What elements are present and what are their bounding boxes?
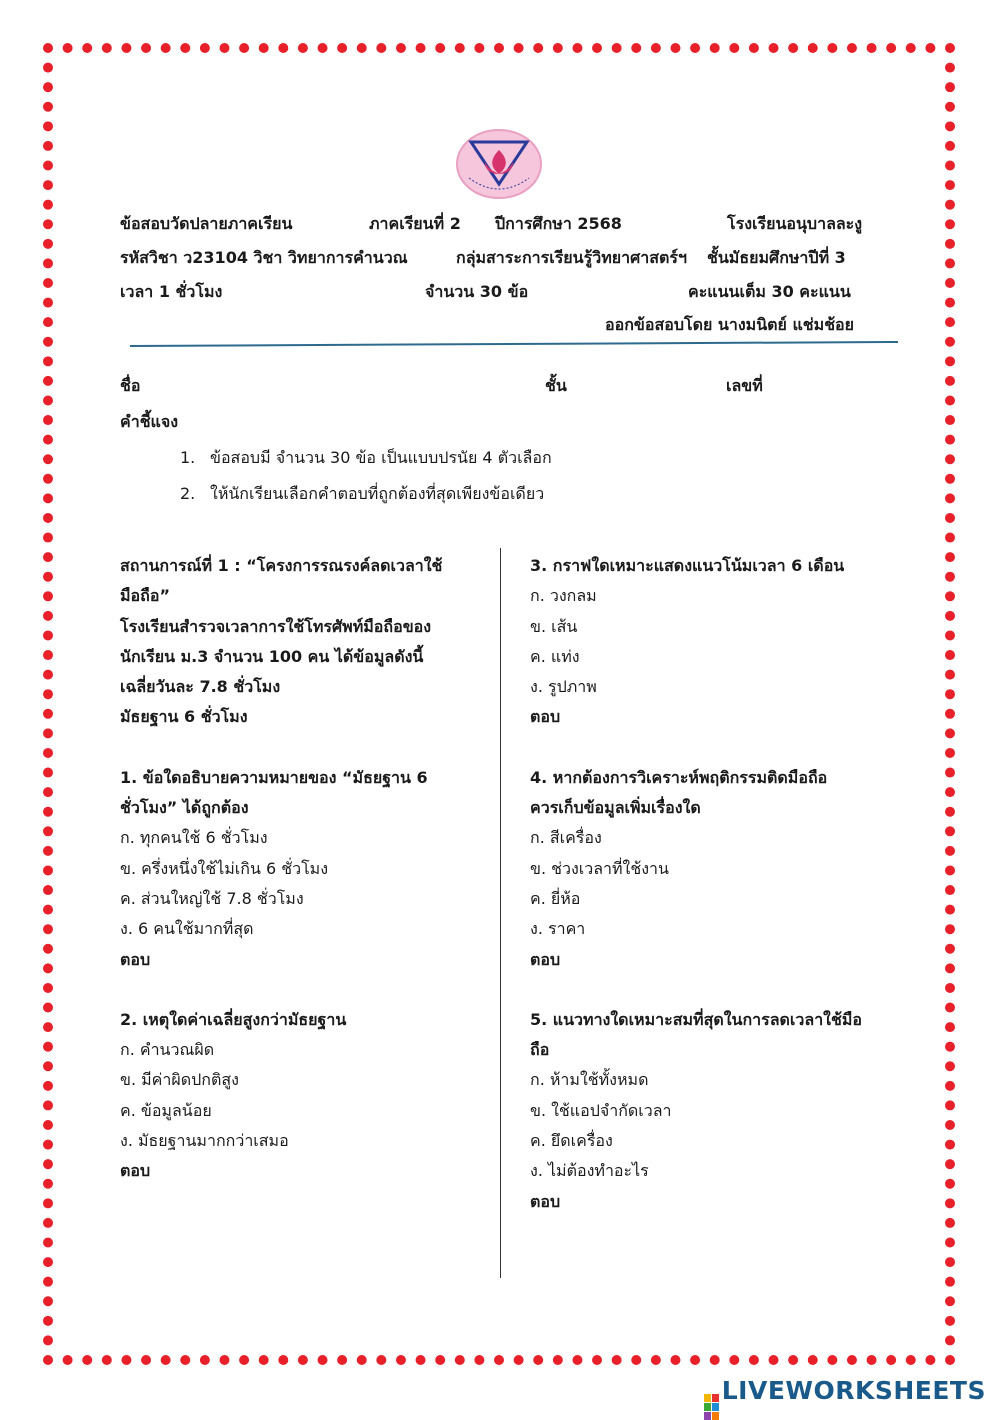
border-dot xyxy=(670,1355,680,1365)
border-dot xyxy=(259,43,269,53)
question-1 xyxy=(120,763,470,975)
left-column xyxy=(120,551,470,1187)
border-dot xyxy=(259,1355,269,1365)
border-dot xyxy=(945,650,955,660)
border-dot xyxy=(43,846,53,856)
column-divider xyxy=(500,548,501,1278)
border-dot xyxy=(612,1355,622,1365)
question-4 xyxy=(530,763,880,975)
semester: ภาคเรียนที่ 2 xyxy=(369,214,461,233)
border-dot xyxy=(337,1355,347,1365)
border-dot xyxy=(945,298,955,308)
border-dot xyxy=(63,1355,73,1365)
border-dot xyxy=(43,141,53,151)
border-dot xyxy=(396,43,406,53)
border-dot xyxy=(945,454,955,464)
border-dot xyxy=(43,395,53,405)
border-dot xyxy=(43,728,53,738)
border-dot xyxy=(945,1335,955,1345)
border-dot xyxy=(945,826,955,836)
academic-year: ปีการศึกษา 2568 xyxy=(495,214,622,233)
border-dot xyxy=(43,1218,53,1228)
choice[interactable]: ค. ส่วนใหญ่ใช้ 7.8 ชั่วโมง xyxy=(120,888,304,908)
border-dot xyxy=(867,43,877,53)
instruction-text: ข้อสอบมี จำนวน 30 ข้อ เป็นแบบปรนัย 4 ตัวเลือก xyxy=(210,448,552,467)
border-dot xyxy=(631,43,641,53)
border-dot xyxy=(141,1355,151,1365)
border-dot xyxy=(945,160,955,170)
border-dot xyxy=(494,43,504,53)
choice[interactable]: ค. ข้อมูลน้อย xyxy=(120,1100,212,1120)
choice[interactable]: ก. สีเครื่อง xyxy=(530,828,602,848)
border-dot xyxy=(592,1355,602,1365)
border-dot xyxy=(43,376,53,386)
border-dot xyxy=(318,43,328,53)
border-dot xyxy=(278,1355,288,1365)
name-label: ชื่อ xyxy=(120,376,141,395)
border-dot xyxy=(43,826,53,836)
school-name: โรงเรียนอนุบาลละงู xyxy=(727,214,863,233)
border-dot xyxy=(43,1061,53,1071)
border-dot xyxy=(945,591,955,601)
border-dot xyxy=(43,43,53,53)
border-dot xyxy=(43,1296,53,1306)
border-dot xyxy=(318,1355,328,1365)
question-5 xyxy=(530,1005,880,1217)
border-dot xyxy=(43,787,53,797)
scenario-line: สถานการณ์ที่ 1 : “โครงการรณรงค์ลดเวลาใช้ xyxy=(120,556,443,575)
border-dot xyxy=(43,180,53,190)
border-dot xyxy=(474,43,484,53)
border-dot xyxy=(945,963,955,973)
border-dot xyxy=(200,43,210,53)
border-dot xyxy=(808,43,818,53)
subject-group: กลุ่มสาระการเรียนรู้วิทยาศาสตร์ฯ xyxy=(456,248,687,267)
border-dot xyxy=(788,43,798,53)
border-dot xyxy=(867,1355,877,1365)
border-dot xyxy=(219,43,229,53)
border-dot xyxy=(43,356,53,366)
border-dot xyxy=(690,1355,700,1365)
border-dot xyxy=(945,572,955,582)
border-dot xyxy=(945,885,955,895)
answer-label: ตอบ xyxy=(530,1191,561,1211)
border-dot xyxy=(43,591,53,601)
answer-label: ตอบ xyxy=(120,949,151,969)
border-dot xyxy=(553,1355,563,1365)
instruction-number: 1. xyxy=(180,448,196,467)
border-dot xyxy=(925,43,935,53)
border-dot xyxy=(180,43,190,53)
border-dot xyxy=(43,1042,53,1052)
border-dot xyxy=(43,572,53,582)
border-dot xyxy=(533,43,543,53)
liveworksheets-logo xyxy=(704,1376,986,1420)
border-dot xyxy=(43,493,53,503)
border-dot xyxy=(43,337,53,347)
exam-type: ข้อสอบวัดปลายภาคเรียน xyxy=(120,214,293,233)
border-dot xyxy=(945,1003,955,1013)
border-dot xyxy=(474,1355,484,1365)
border-dot xyxy=(43,807,53,817)
border-dot xyxy=(945,395,955,405)
border-dot xyxy=(43,1257,53,1267)
border-dot xyxy=(455,1355,465,1365)
border-dot xyxy=(945,1100,955,1110)
border-dot xyxy=(43,474,53,484)
border-dot xyxy=(43,160,53,170)
question-text: 5. แนวทางใดเหมาะสมที่สุดในการลดเวลาใช้มือ xyxy=(530,1009,862,1029)
border-dot xyxy=(612,43,622,53)
choice[interactable]: ง. รูปภาพ xyxy=(530,677,597,697)
instruction-item xyxy=(180,482,544,507)
border-dot xyxy=(43,278,53,288)
border-dot xyxy=(43,200,53,210)
border-dot xyxy=(945,552,955,562)
choice[interactable]: ข. เส้น xyxy=(530,616,578,636)
choice[interactable]: ก. ห้ามใช้ทั้งหมด xyxy=(530,1070,649,1090)
border-dot xyxy=(945,376,955,386)
scenario-line: มัธยฐาน 6 ชั่วโมง xyxy=(120,707,248,727)
border-dot xyxy=(945,865,955,875)
border-dot xyxy=(670,43,680,53)
border-dot xyxy=(43,1277,53,1287)
answer-label: ตอบ xyxy=(530,949,561,969)
border-dot xyxy=(945,1120,955,1130)
border-dot xyxy=(200,1355,210,1365)
border-dot xyxy=(945,1081,955,1091)
border-dot xyxy=(769,43,779,53)
border-dot xyxy=(43,1120,53,1130)
border-dot xyxy=(572,43,582,53)
border-dot xyxy=(945,317,955,327)
border-dot xyxy=(43,82,53,92)
border-dot xyxy=(945,337,955,347)
border-dot xyxy=(514,43,524,53)
instruction-number: 2. xyxy=(180,484,196,503)
border-dot xyxy=(43,1179,53,1189)
border-dot xyxy=(945,689,955,699)
answer-label: ตอบ xyxy=(530,707,561,727)
question-text: 4. หากต้องการวิเคราะห์พฤติกรรมติดมือถือ xyxy=(530,767,828,787)
border-dot xyxy=(729,43,739,53)
choice[interactable]: ง. 6 คนใช้มากที่สุด xyxy=(120,919,254,939)
choice[interactable]: ข. ช่วงเวลาที่ใช้งาน xyxy=(530,858,669,878)
border-dot xyxy=(945,807,955,817)
border-dot xyxy=(43,944,53,954)
border-dot xyxy=(43,317,53,327)
border-dot xyxy=(102,43,112,53)
question-text: ถือ xyxy=(530,1040,550,1060)
border-dot xyxy=(945,1316,955,1326)
border-dot xyxy=(298,43,308,53)
choice[interactable]: ง. มัธยฐานมากกว่าเสมอ xyxy=(120,1131,289,1151)
border-dot xyxy=(82,1355,92,1365)
border-dot xyxy=(180,1355,190,1365)
question-text: ชั่วโมง” ได้ถูกต้อง xyxy=(120,798,249,818)
border-dot xyxy=(533,1355,543,1365)
border-dot xyxy=(455,43,465,53)
border-dot xyxy=(945,356,955,366)
border-dot xyxy=(827,43,837,53)
border-dot xyxy=(357,43,367,53)
border-dot xyxy=(945,63,955,73)
border-dot xyxy=(945,278,955,288)
border-dot xyxy=(43,1316,53,1326)
choice[interactable]: ก. ทุกคนใช้ 6 ชั่วโมง xyxy=(120,828,268,848)
border-dot xyxy=(945,435,955,445)
choice[interactable]: ค. ยี่ห้อ xyxy=(530,888,581,908)
border-dot xyxy=(43,885,53,895)
border-dot xyxy=(945,43,955,53)
full-score: คะแนนเต็ม 30 คะแนน xyxy=(688,282,851,301)
border-dot xyxy=(651,1355,661,1365)
choice[interactable]: ก. คำนวณผิด xyxy=(120,1040,215,1060)
border-dot xyxy=(945,180,955,190)
instruction-item xyxy=(180,446,552,471)
choice[interactable]: ง. ราคา xyxy=(530,919,586,939)
question-text: ควรเก็บข้อมูลเพิ่มเรื่องใด xyxy=(530,798,701,818)
border-dot xyxy=(43,748,53,758)
border-dot xyxy=(945,983,955,993)
border-dot xyxy=(161,1355,171,1365)
border-dot xyxy=(376,1355,386,1365)
liveworksheets-text: LIVEWORKSHEETS xyxy=(721,1376,986,1405)
course-code: รหัสวิชา ว23104 วิชา วิทยาการคำนวณ xyxy=(120,248,408,267)
border-dot xyxy=(592,43,602,53)
border-dot xyxy=(43,963,53,973)
border-dot xyxy=(945,944,955,954)
border-dot xyxy=(121,43,131,53)
border-dot xyxy=(769,1355,779,1365)
border-dot xyxy=(357,1355,367,1365)
border-dot xyxy=(945,1296,955,1306)
border-dot xyxy=(808,1355,818,1365)
liveworksheets-blocks-icon xyxy=(704,1394,719,1420)
border-dot xyxy=(945,200,955,210)
choice[interactable]: ค. แท่ง xyxy=(530,646,580,666)
question-text: 1. ข้อใดอธิบายความหมายของ “มัธยฐาน 6 xyxy=(120,767,428,787)
border-dot xyxy=(239,43,249,53)
border-dot xyxy=(945,1042,955,1052)
choice[interactable]: ก. วงกลม xyxy=(530,586,597,606)
grade-level: ชั้นมัธยมศึกษาปีที่ 3 xyxy=(707,248,846,267)
border-dot xyxy=(435,1355,445,1365)
border-dot xyxy=(43,1198,53,1208)
answer-label: ตอบ xyxy=(120,1161,151,1181)
border-dot xyxy=(945,1355,955,1365)
border-dot xyxy=(945,82,955,92)
scenario-line: เฉลี่ยวันละ 7.8 ชั่วโมง xyxy=(120,677,281,697)
question-text: 3. กราฟใดเหมาะแสดงแนวโน้มเวลา 6 เดือน xyxy=(530,556,845,575)
border-dot xyxy=(572,1355,582,1365)
question-3 xyxy=(530,551,880,733)
border-dot xyxy=(43,435,53,445)
scenario-line: นักเรียน ม.3 จำนวน 100 คน ได้ข้อมูลดังนี้ xyxy=(120,646,424,666)
border-dot xyxy=(102,1355,112,1365)
border-dot xyxy=(82,43,92,53)
border-dot xyxy=(43,768,53,778)
border-dot xyxy=(43,630,53,640)
border-dot xyxy=(43,1238,53,1248)
border-dot xyxy=(906,1355,916,1365)
exam-duration: เวลา 1 ชั่วโมง xyxy=(120,282,223,301)
border-dot xyxy=(43,611,53,621)
border-dot xyxy=(298,1355,308,1365)
border-dot xyxy=(710,43,720,53)
scenario-line: มือถือ” xyxy=(120,586,170,606)
border-dot xyxy=(43,298,53,308)
border-dot xyxy=(945,141,955,151)
border-dot xyxy=(945,1159,955,1169)
border-dot xyxy=(945,670,955,680)
border-dot xyxy=(337,43,347,53)
border-dot xyxy=(43,533,53,543)
question-text: 2. เหตุใดค่าเฉลี่ยสูงกว่ามัธยฐาน xyxy=(120,1009,347,1029)
border-dot xyxy=(43,924,53,934)
choice[interactable]: ข. ครึ่งหนึ่งใช้ไม่เกิน 6 ชั่วโมง xyxy=(120,858,329,878)
border-dot xyxy=(945,493,955,503)
border-dot xyxy=(514,1355,524,1365)
border-dot xyxy=(43,650,53,660)
border-dot xyxy=(886,1355,896,1365)
border-dot xyxy=(945,748,955,758)
border-dot xyxy=(43,1081,53,1091)
border-dot xyxy=(43,219,53,229)
border-dot xyxy=(749,43,759,53)
border-dot xyxy=(945,513,955,523)
border-dot xyxy=(43,239,53,249)
border-dot xyxy=(945,611,955,621)
border-dot xyxy=(945,1277,955,1287)
right-column xyxy=(530,551,880,1217)
border-dot xyxy=(43,1355,53,1365)
exam-author: ออกข้อสอบโดย นางมนิตย์ แช่มช้อย xyxy=(605,315,855,334)
border-dot xyxy=(906,43,916,53)
choice[interactable]: ข. ใช้แอปจำกัดเวลา xyxy=(530,1100,672,1120)
border-dot xyxy=(63,43,73,53)
instructions-title: คำชี้แจง xyxy=(120,412,179,431)
border-dot xyxy=(43,1335,53,1345)
border-dot xyxy=(43,1159,53,1169)
border-dot xyxy=(43,983,53,993)
border-dot xyxy=(141,43,151,53)
border-dot xyxy=(945,1022,955,1032)
border-dot xyxy=(945,846,955,856)
border-dot xyxy=(43,905,53,915)
border-dot xyxy=(945,533,955,543)
border-dot xyxy=(43,1100,53,1110)
border-dot xyxy=(945,121,955,131)
border-dot xyxy=(43,454,53,464)
border-dot xyxy=(43,1140,53,1150)
border-dot xyxy=(43,63,53,73)
border-dot xyxy=(435,43,445,53)
border-dot xyxy=(121,1355,131,1365)
border-dot xyxy=(749,1355,759,1365)
border-dot xyxy=(788,1355,798,1365)
border-dot xyxy=(396,1355,406,1365)
border-dot xyxy=(278,43,288,53)
border-dot xyxy=(43,709,53,719)
border-dot xyxy=(43,1022,53,1032)
border-dot xyxy=(945,728,955,738)
border-dot xyxy=(945,709,955,719)
border-dot xyxy=(651,43,661,53)
border-dot xyxy=(925,1355,935,1365)
border-dot xyxy=(945,1218,955,1228)
border-dot xyxy=(886,43,896,53)
border-dot xyxy=(416,43,426,53)
border-dot xyxy=(945,1257,955,1267)
border-dot xyxy=(945,787,955,797)
choice[interactable]: ง. ไม่ต้องทำอะไร xyxy=(530,1161,649,1181)
border-dot xyxy=(43,415,53,425)
border-dot xyxy=(494,1355,504,1365)
border-dot xyxy=(43,1003,53,1013)
border-dot xyxy=(553,43,563,53)
scenario-block xyxy=(120,551,470,733)
border-dot xyxy=(631,1355,641,1365)
border-dot xyxy=(945,239,955,249)
choice[interactable]: ค. ยึดเครื่อง xyxy=(530,1131,613,1151)
border-dot xyxy=(43,513,53,523)
border-dot xyxy=(161,43,171,53)
border-dot xyxy=(945,1140,955,1150)
border-dot xyxy=(43,258,53,268)
school-emblem-logo xyxy=(455,128,543,200)
border-dot xyxy=(43,121,53,131)
border-dot xyxy=(945,1061,955,1071)
border-dot xyxy=(945,415,955,425)
border-dot xyxy=(847,43,857,53)
border-dot xyxy=(710,1355,720,1365)
question-2 xyxy=(120,1005,470,1187)
border-dot xyxy=(945,905,955,915)
border-dot xyxy=(43,865,53,875)
border-dot xyxy=(43,689,53,699)
border-dot xyxy=(945,474,955,484)
border-dot xyxy=(239,1355,249,1365)
border-dot xyxy=(43,102,53,112)
border-dot xyxy=(847,1355,857,1365)
border-dot xyxy=(376,43,386,53)
border-dot xyxy=(945,924,955,934)
border-dot xyxy=(219,1355,229,1365)
border-dot xyxy=(827,1355,837,1365)
border-dot xyxy=(43,552,53,562)
border-dot xyxy=(945,630,955,640)
border-dot xyxy=(729,1355,739,1365)
border-dot xyxy=(416,1355,426,1365)
choice[interactable]: ข. มีค่าผิดปกติสูง xyxy=(120,1070,239,1090)
instruction-text: ให้นักเรียนเลือกคำตอบที่ถูกต้องที่สุดเพียงข้อเดียว xyxy=(210,484,545,503)
class-label: ชั้น xyxy=(545,376,567,395)
border-dot xyxy=(945,258,955,268)
border-dot xyxy=(690,43,700,53)
border-dot xyxy=(945,1238,955,1248)
question-count: จำนวน 30 ข้อ xyxy=(425,282,529,301)
scenario-line: โรงเรียนสำรวจเวลาการใช้โทรศัพท์มือถือของ xyxy=(120,616,432,636)
border-dot xyxy=(43,670,53,680)
border-dot xyxy=(945,768,955,778)
border-dot xyxy=(945,219,955,229)
border-dot xyxy=(945,1179,955,1189)
border-dot xyxy=(945,1198,955,1208)
student-number-label: เลขที่ xyxy=(726,376,763,395)
border-dot xyxy=(945,102,955,112)
